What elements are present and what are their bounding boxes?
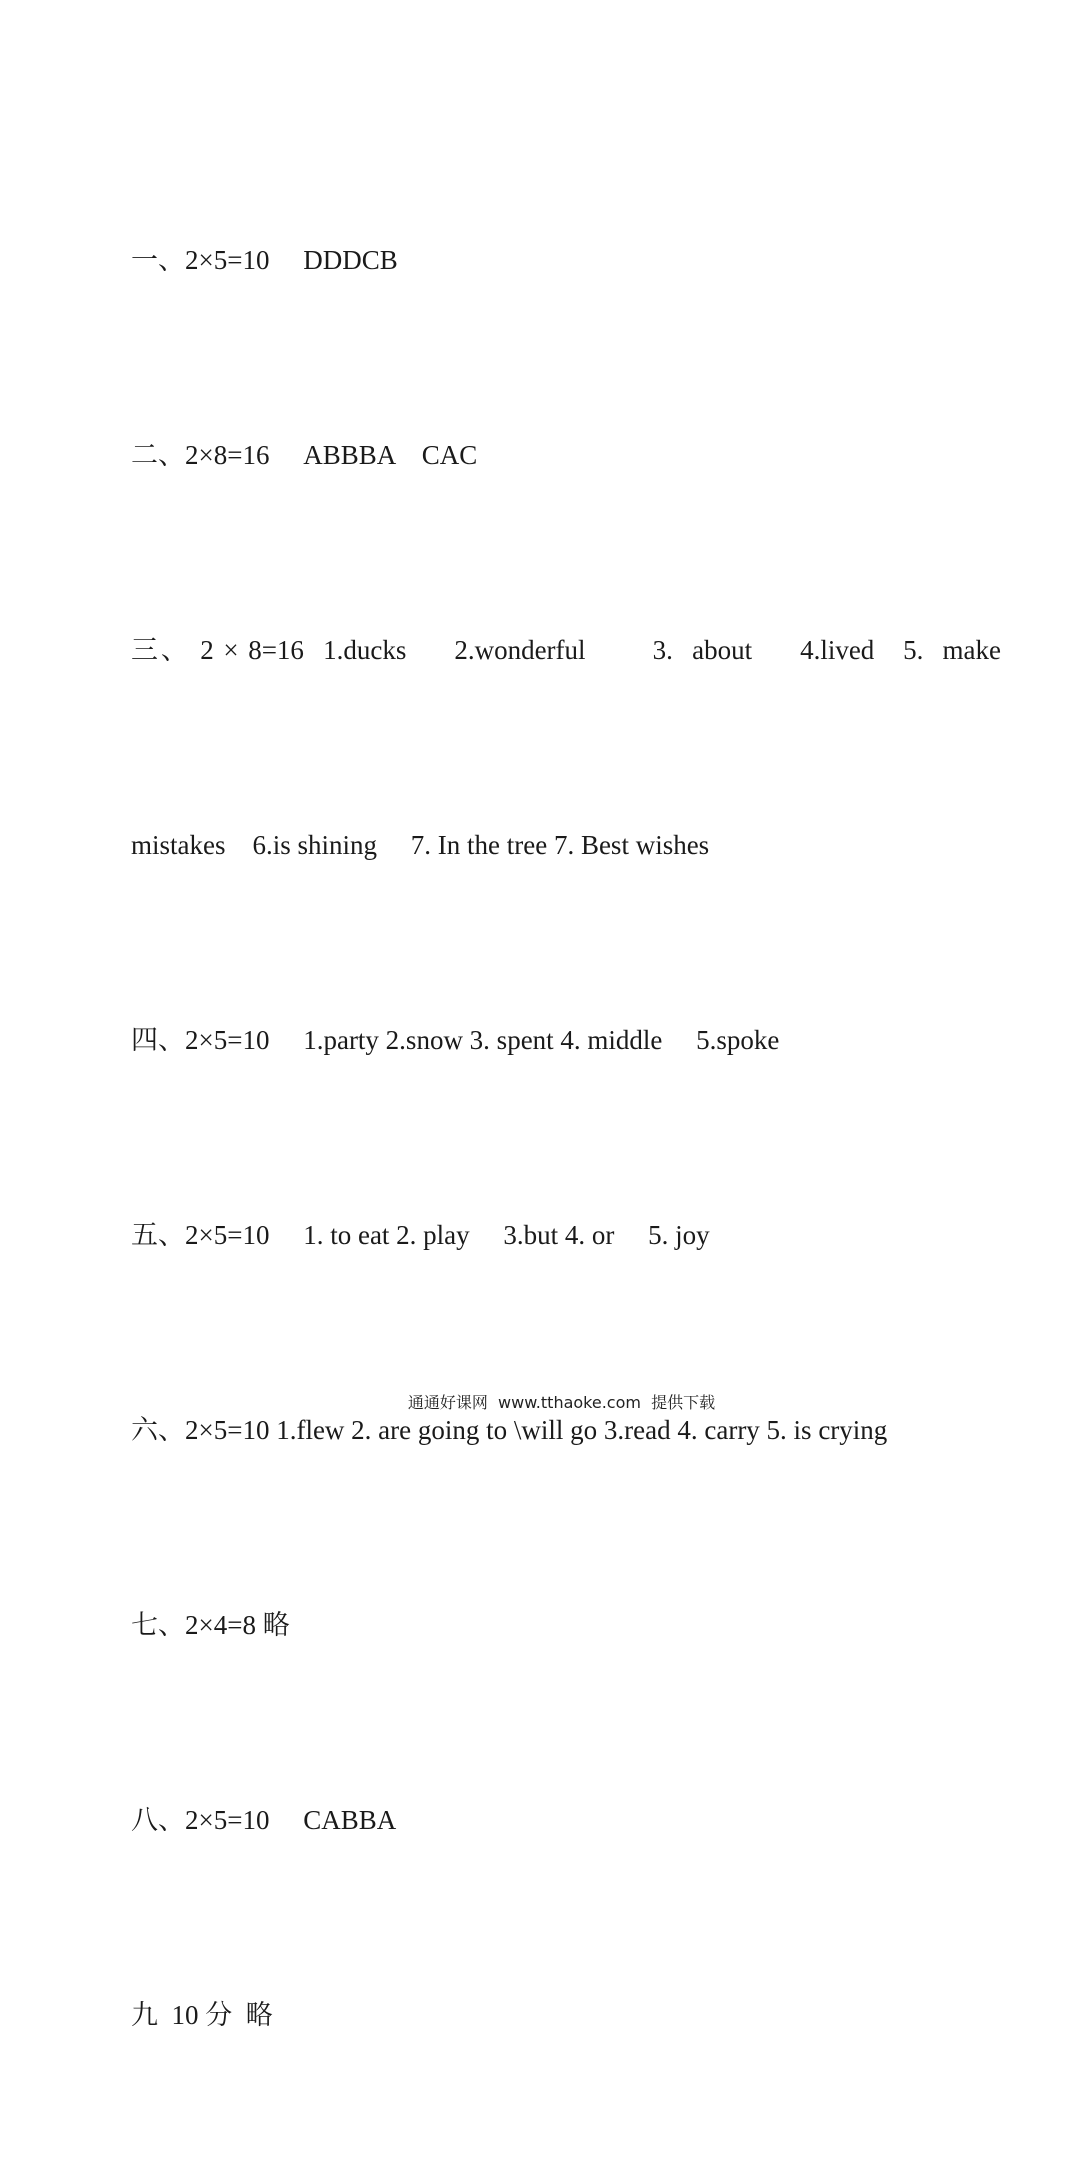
answer-line-4: 四、2×5=10 1.party 2.snow 3. spent 4. middle 5.spoke [131,1025,780,1055]
answer-line-2: 二、2×8=16 ABBBA CAC [131,440,478,470]
answer-line-3: 三、 2 × 8=16 1.ducks 2.wonderful 3. about 4.lived 5. make [131,635,1001,665]
answer-line-6: 六、2×5=10 1.flew 2. are going to \will go 3.read 4. carry 5. is crying [131,1415,888,1445]
page-footer: 通通好课网 www.tthaoke.com 提供下载 [407,1393,716,1412]
answer-line-5: 五、2×5=10 1. to eat 2. play 3.but 4. or 5. joy [131,1220,710,1250]
answer-line-3-continued: mistakes 6.is shining 7. In the tree 7. Best wishes [131,830,710,860]
answer-key [131,98,1001,2178]
answer-line-1: 一、2×5=10 DDDCB [131,245,398,275]
answer-line-7: 七、2×4=8 略 [131,1610,290,1640]
answer-line-8: 八、2×5=10 CABBA [131,1805,397,1835]
answer-line-9: 九 10 分 略 [131,2000,273,2030]
